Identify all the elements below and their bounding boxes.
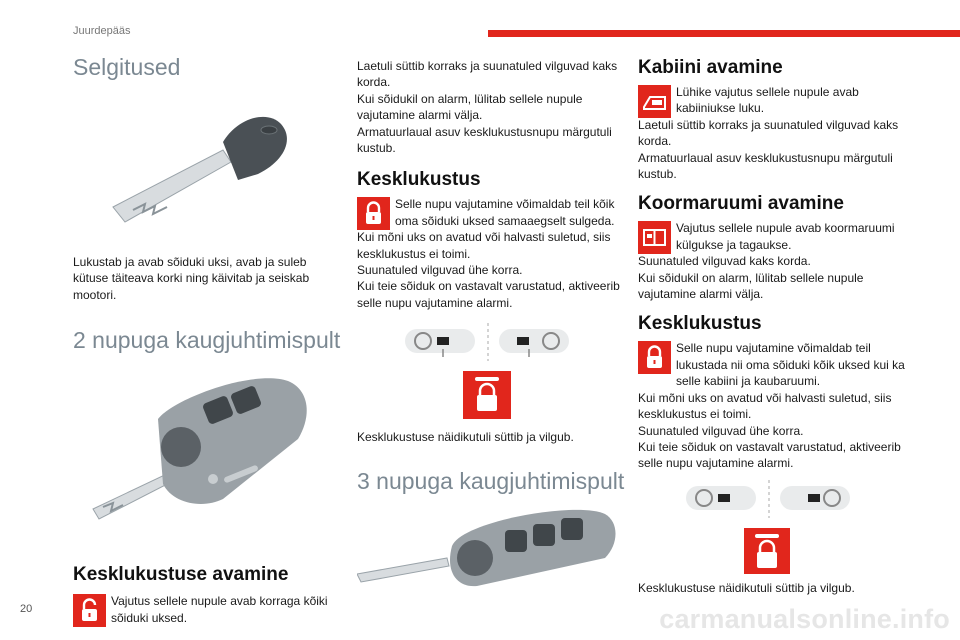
title-remote-3: 3 nupuga kaugjuhtimispult bbox=[357, 467, 625, 494]
title-remote-2: 2 nupuga kaugjuhtimispult bbox=[73, 327, 341, 354]
indicator-text: Kesklukustuse näidikutuli süttib ja vilgub. bbox=[357, 430, 574, 445]
cabin-paragraph bbox=[638, 84, 906, 117]
unlock-intro-3: Armatuurlaual asuv kesklukustusnupu märgutuli kustub. bbox=[357, 124, 612, 156]
remote-3-illustration bbox=[357, 496, 625, 596]
page-number: 20 bbox=[20, 603, 33, 615]
cargo-text-1: Suunatuled vilguvad kaks korda. bbox=[638, 254, 811, 269]
unlock-paragraph bbox=[73, 593, 341, 627]
unlock-text: Vajutus sellele nupule avab korraga kõiki sõiduki uksed. bbox=[111, 594, 328, 625]
column-3 bbox=[638, 56, 906, 596]
dashboard-lock-indicator-icon-3 bbox=[638, 478, 906, 578]
lock-text-icon: Selle nupu vajutamine võimaldab teil kõik oma sõiduki uksed samaaegselt sulgeda. bbox=[395, 197, 615, 228]
cargo-text-icon: Vajutus sellele nupule avab koormaruumi külgukse ja tagaukse. bbox=[676, 221, 895, 252]
cabin-text-1: Laetuli süttib korraks ja suunatuled vilguvad kaks korda. bbox=[638, 117, 899, 149]
dashboard-indicator-illustration-3 bbox=[638, 478, 906, 578]
lock3-text-2: Suunatuled vilguvad ühe korra. bbox=[638, 423, 804, 438]
key-illustration bbox=[73, 82, 341, 242]
column-1 bbox=[73, 52, 341, 627]
indicator-text-3: Kesklukustuse näidikutuli süttib ja vilgub. bbox=[638, 580, 855, 595]
watermark: carmanualsonline.info bbox=[659, 604, 950, 634]
lock3-text-3: Kui teie sõiduk on vastavalt varustatud, aktiveerib selle nupu vajutamine alarmi. bbox=[638, 439, 901, 471]
column-2 bbox=[357, 58, 625, 596]
lock3-paragraph bbox=[638, 340, 906, 389]
key-caption: Lukustab ja avab sõiduki uksi, avab ja suleb kütuse täiteava korki ning käivitab ja seiskab mootori. bbox=[73, 255, 310, 302]
lock3-text-icon: Selle nupu vajutamine võimaldab teil lukustada nii oma sõiduki kõik uksed kui ka selle kabiini ja kaubaruumi. bbox=[676, 341, 905, 389]
lock-text-3: Kui teie sõiduk on vastavalt varustatud, aktiveerib selle nupu vajutamine alarmi. bbox=[357, 279, 620, 310]
unlock-intro-2: Kui sõidukil on alarm, lülitab sellele nupule vajutamine alarmi välja. bbox=[357, 91, 583, 123]
title-kesklukustuse-avamine: Kesklukustuse avamine bbox=[73, 564, 289, 586]
lock-icon bbox=[357, 197, 390, 230]
cabin-door-icon bbox=[638, 85, 671, 118]
cabin-text-2: Armatuurlaual asuv kesklukustusnupu märgutuli kustub. bbox=[638, 150, 893, 182]
lock-paragraph bbox=[357, 196, 625, 229]
key-icon bbox=[73, 82, 341, 242]
title-selgitused: Selgitused bbox=[73, 54, 181, 80]
remote-3-key-icon bbox=[357, 496, 625, 596]
title-koormaruumi-avamine: Koormaruumi avamine bbox=[638, 193, 844, 215]
dashboard-lock-indicator-icon bbox=[357, 317, 625, 425]
lock-text-1: Kui mõni uks on avatud või halvasti suletud, siis kesklukustus ei toimi. bbox=[357, 230, 611, 261]
remote-2-illustration bbox=[73, 359, 341, 549]
remote-2-key-icon bbox=[73, 359, 341, 549]
cargo-paragraph bbox=[638, 220, 906, 253]
unlock-icon bbox=[73, 594, 106, 627]
lock3-text-1: Kui mõni uks on avatud või halvasti suletud, siis kesklukustus ei toimi. bbox=[638, 390, 892, 422]
cargo-door-icon bbox=[638, 221, 671, 254]
dashboard-indicator-illustration bbox=[357, 317, 625, 425]
title-kesklukustus-3: Kesklukustus bbox=[638, 313, 762, 335]
section-header: Juurdepääs bbox=[73, 25, 131, 37]
header-accent-bar bbox=[488, 30, 960, 37]
cargo-text-2: Kui sõidukil on alarm, lülitab sellele nupule vajutamine alarmi välja. bbox=[638, 270, 864, 302]
lock3-icon bbox=[638, 341, 671, 374]
unlock-intro-1: Laetuli süttib korraks ja suunatuled vilguvad kaks korda. bbox=[357, 59, 618, 90]
lock-text-2: Suunatuled vilguvad ühe korra. bbox=[357, 263, 523, 278]
title-kabiini-avamine: Kabiini avamine bbox=[638, 57, 783, 78]
cabin-text-icon: Lühike vajutus sellele nupule avab kabiiniukse luku. bbox=[676, 85, 859, 116]
title-kesklukustus: Kesklukustus bbox=[357, 169, 481, 191]
